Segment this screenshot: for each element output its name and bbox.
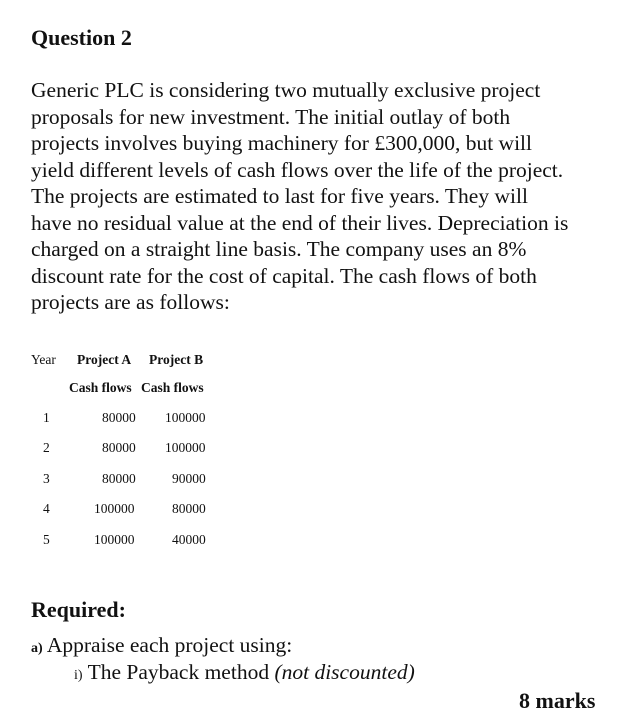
requirement-i-text: The Payback method: [87, 660, 270, 684]
requirement-i-marker: i): [74, 668, 83, 683]
table-row-year: 3: [43, 471, 50, 486]
intro-line: charged on a straight line basis. The company uses an 8%: [31, 237, 527, 261]
question-heading: Question 2: [31, 25, 132, 50]
table-row-project-b: 100000: [165, 440, 206, 455]
requirement-a-marker: a): [31, 641, 43, 656]
table-row-project-a: 100000: [94, 532, 135, 547]
intro-line: projects involves buying machinery for £300,000, but will: [31, 131, 532, 155]
requirement-a: [31, 633, 292, 658]
table-row-year: 2: [43, 440, 50, 455]
intro-line: The projects are estimated to last for five years. They will: [31, 184, 528, 208]
intro-paragraph: [31, 77, 611, 316]
intro-line: have no residual value at the end of their lives. Depreciation is: [31, 210, 569, 235]
table-row-project-b: 40000: [172, 532, 206, 547]
subheader-cash-flows-a: Cash flows: [69, 380, 132, 395]
table-row-project-b: 90000: [172, 471, 206, 486]
table-row-project-b: 100000: [165, 410, 206, 425]
header-project-a: Project A: [77, 352, 132, 367]
table-row-project-a: 80000: [102, 440, 136, 455]
table-row-project-a: 80000: [102, 471, 136, 486]
intro-line: discount rate for the cost of capital. The cash flows of both: [31, 263, 537, 288]
table-row-project-b: 80000: [172, 501, 206, 516]
requirement-i: [74, 660, 415, 685]
subheader-cash-flows-b: Cash flows: [141, 380, 204, 395]
header-year: Year: [31, 352, 56, 367]
marks-label: 8 marks: [519, 688, 596, 713]
intro-line: yield different levels of cash flows over the life of the project.: [31, 157, 564, 182]
intro-line: Generic PLC is considering two mutually exclusive project: [31, 78, 541, 102]
header-project-b: Project B: [149, 352, 204, 367]
table-row-year: 5: [43, 532, 50, 547]
requirement-i-note: (not discounted): [274, 660, 415, 684]
intro-line: proposals for new investment. The initial outlay of both: [31, 104, 511, 129]
table-row-year: 4: [43, 501, 50, 516]
table-row-project-a: 100000: [94, 501, 135, 516]
table-row-project-a: 80000: [102, 410, 136, 425]
intro-line: projects are as follows:: [31, 290, 230, 314]
table-row-year: 1: [43, 410, 50, 425]
requirement-a-text: Appraise each project using:: [46, 633, 293, 657]
required-heading: Required:: [31, 597, 126, 622]
